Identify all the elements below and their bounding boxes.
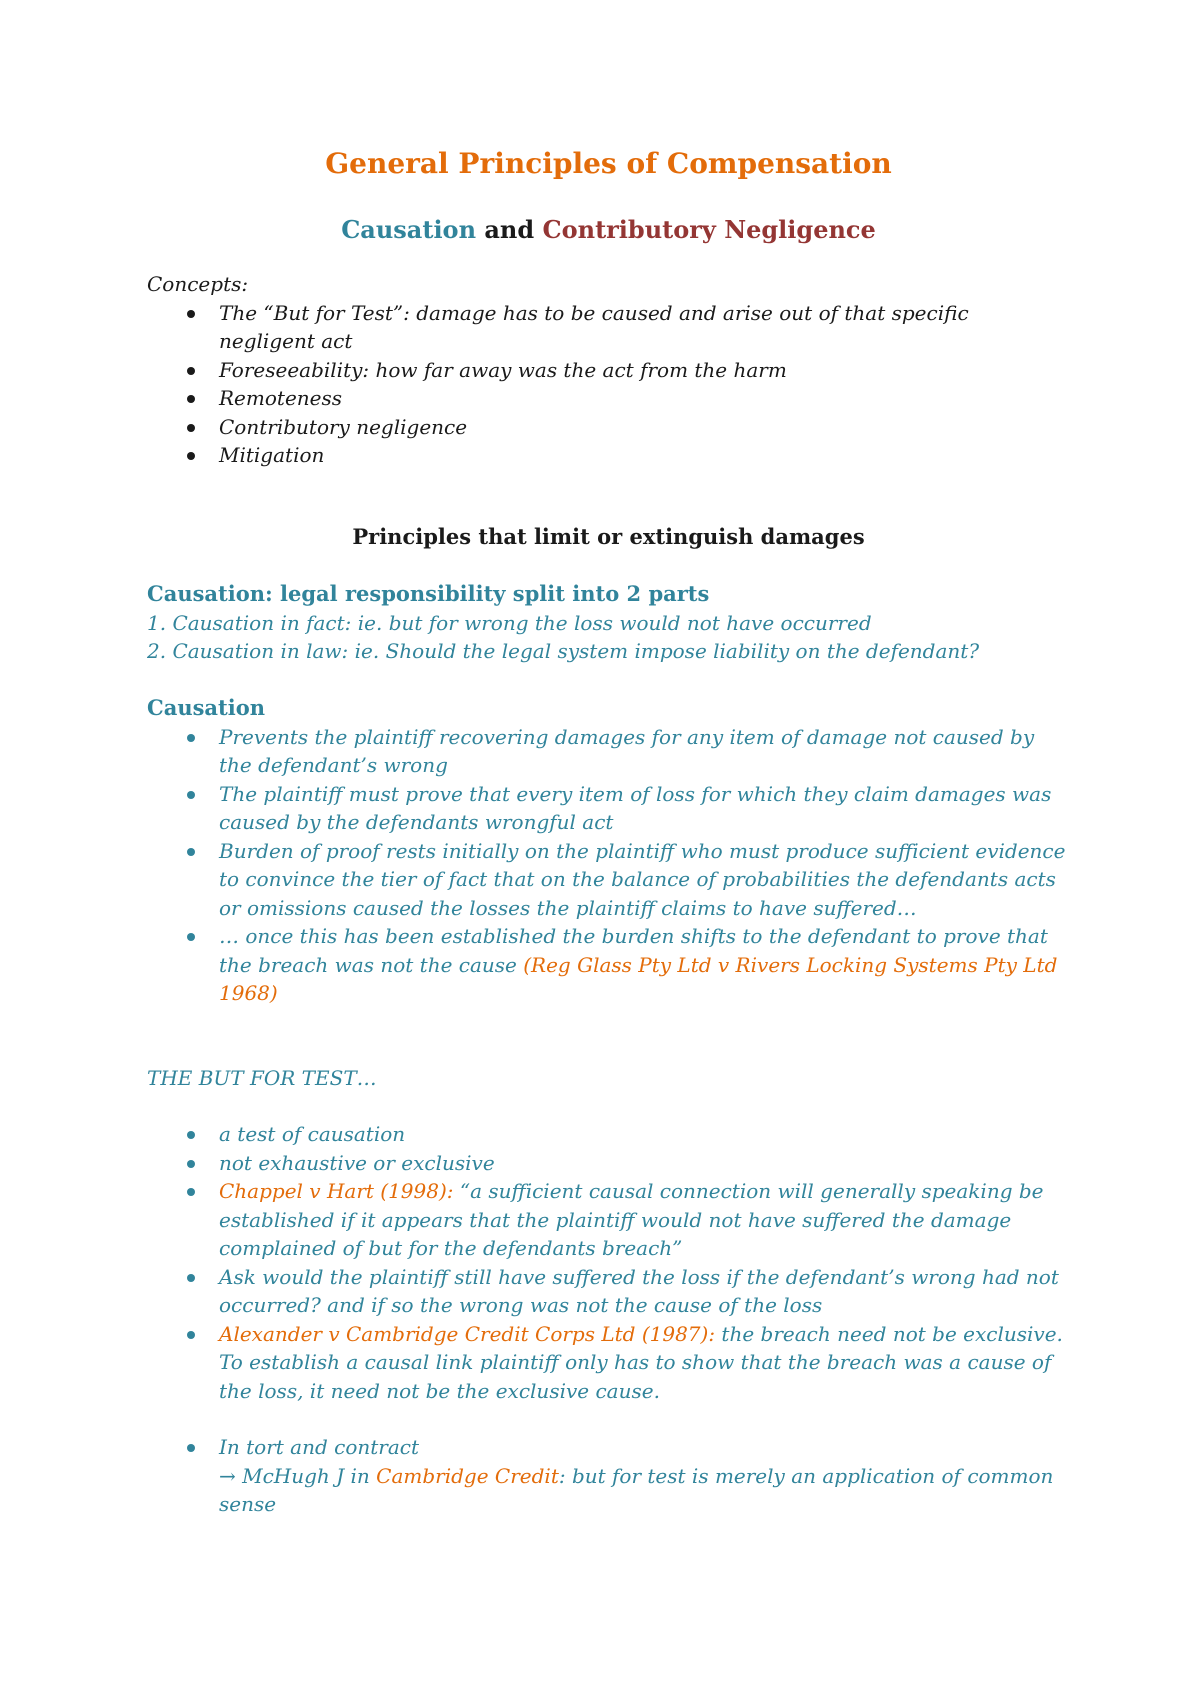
- list-item: Burden of proof rests initially on the plaintiff who must produce sufficient evidence to convince the tier of fact that on the balance of probabilities the defendants acts or omissions caused the losses the plaintiff claims to have suffered…: [219, 837, 1070, 923]
- list-item: Remoteness: [219, 384, 1070, 413]
- arrow-text: → McHugh J in: [219, 1463, 377, 1488]
- concepts-label: Concepts:: [147, 272, 249, 296]
- list-item: The plaintiff must prove that every item of loss for which they claim damages was caused by the defendants wrongful act: [219, 780, 1070, 837]
- concepts-list: [147, 299, 1070, 470]
- list-item: a test of causation: [219, 1120, 1070, 1149]
- list-item-text: “a sufficient causal connection will generally speaking be established if it appears that the plaintiff would not have suffered the damage complained of but for the defendants breach”: [219, 1179, 1044, 1260]
- page-subtitle: [147, 212, 1070, 248]
- case-citation: Chappel v Hart (1998):: [219, 1179, 454, 1203]
- causation-part-line: 1. Causation in fact: ie. but for wrong the loss would not have occurred: [147, 610, 872, 635]
- causation-parts-heading: Causation: legal responsibility split into 2 parts: [147, 580, 710, 606]
- list-item: Prevents the plaintiff recovering damages for any item of damage not caused by the defendant’s wrong: [219, 723, 1070, 780]
- list-item: Foreseeability: how far away was the act from the harm: [219, 356, 1070, 385]
- list-item: [219, 922, 1070, 1008]
- list-item-text: the breach need not be exclusive. To establish a causal link plaintiff only has to show that the breach was a cause of the loss, it need not be the exclusive cause.: [219, 1321, 1063, 1403]
- list-item-text: : but for test is merely an application of common sense: [219, 1463, 1054, 1516]
- but-for-heading: THE BUT FOR TEST…: [147, 1065, 377, 1090]
- page-title: General Principles of Compensation: [325, 147, 892, 180]
- list-item: Ask would the plaintiff still have suffered the loss if the defendant’s wrong had not occurred? and if so the wrong was not the cause of the loss: [219, 1263, 1070, 1320]
- subtitle-causation: Causation: [341, 215, 477, 244]
- case-citation: (Reg Glass Pty Ltd v Rivers Locking Systems Pty Ltd 1968): [219, 952, 1058, 1005]
- causation-list: [147, 723, 1070, 1008]
- but-for-list-2: [147, 1433, 1070, 1519]
- list-item: Contributory negligence: [219, 413, 1070, 442]
- subtitle-contributory-negligence: Contributory Negligence: [542, 215, 876, 244]
- list-item: Mitigation: [219, 441, 1070, 470]
- case-citation: Cambridge Credit: [376, 1463, 559, 1488]
- list-item-text: … once this has been established the burden shifts to the defendant to prove that the breach was not the cause: [219, 924, 1048, 977]
- case-citation: Alexander v Cambridge Credit Corps Ltd (1987):: [219, 1321, 716, 1346]
- list-item-text: In tort and contract: [219, 1435, 420, 1459]
- list-item: The “But for Test”: damage has to be caused and arise out of that specific negligent act: [219, 299, 1070, 356]
- list-item: [219, 1320, 1070, 1406]
- causation-heading: Causation: [147, 694, 265, 720]
- but-for-list: [147, 1120, 1070, 1405]
- causation-part-line: 2. Causation in law: ie. Should the legal system impose liability on the defendant?: [147, 639, 980, 663]
- spacer: [147, 1405, 1070, 1433]
- list-item: [219, 1433, 1070, 1519]
- list-item: [219, 1177, 1070, 1263]
- list-item: not exhaustive or exclusive: [219, 1149, 1070, 1178]
- subtitle-and: and: [476, 215, 543, 244]
- principles-heading: Principles that limit or extinguish damages: [352, 523, 865, 549]
- spacer: [147, 1092, 1070, 1120]
